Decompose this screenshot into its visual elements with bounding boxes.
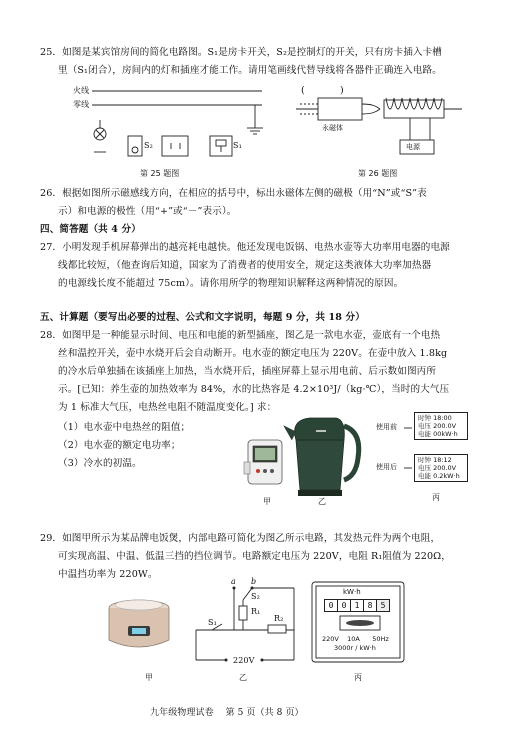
meter-digit: 1 [351,599,364,612]
q29-cap-yi: 乙 [239,673,247,682]
q28-sub3: （3）冷水的初温。 [58,458,142,469]
zero-line-label: 零线 [73,100,90,109]
q29-cap-bing: 丙 [354,673,362,682]
before-voltage: 电压 200.0V [418,422,457,430]
label-r1: R₁ [251,607,261,616]
meter-digit: 0 [324,599,338,612]
q28-line5: 为 1 标准大气压，电热丝电阻不随温度变化。] 求： [58,402,277,413]
q29-line1: 29．如图甲所示为某品牌电饭煲，内部电路可简化为图乙所示电路，其发热元件为两个电阻， [40,533,441,544]
power-label: 电源 [406,143,420,151]
fig26-caption: 第 26 题图 [358,169,398,178]
q27-line1: 27．小明发现手机屏幕弹出的越亮耗电越快。他还发现电饭锅、电热水壶等大功率用电器的电源 [40,242,450,253]
q28-line1: 28．如图甲是一种能显示时间、电压和电能的新型插座，图乙是一款电水壶，壶底有一个电热 [40,330,441,341]
q28-cap-bing: 丙 [432,493,440,502]
after-label: 使用后 [376,463,397,471]
q27-line2: 线都比较短，（他查询后知道，国家为了消费者的使用安全，规定这类液体大功率加热器 [58,260,432,271]
meter-rating-line: 220V 10A 50Hz [322,635,389,643]
q28-line3: 的冷水后单独插在该插座上加热，当水烧开后，插座屏幕上显示用电前、后示数如图丙所 [58,366,437,377]
meter-digit: 0 [338,599,351,612]
q27-line3: 的电源线长度不能超过 75cm）。请你用所学的物理知识解释这两种情况的原因。 [58,278,404,289]
q25-line2: 里（S₁闭合），房间内的灯和插座才能工作。请用笔画线代替导线将各器件正确连入电路。 [58,65,442,76]
q28-line2: 丝和温控开关，壶中水烧开后会自动断开。电水壶的额定电压为 220V。在壶中放入 1.8kg [58,348,448,359]
meter-constant-line: 3000r / kW·h [334,644,376,652]
section4-heading: 四、简答题（共 4 分） [40,224,141,235]
meter-digits [324,599,390,612]
bracket-left: ( [301,85,305,96]
s2-label: S₂ [144,141,153,150]
label-r2: R₂ [274,614,284,623]
q28-cap-jia: 甲 [263,497,271,506]
q29-line2: 可实现高温、中温、低温三挡的挡位调节。电路额定电压为 220V，电阻 R₁阻值为 220Ω， [58,551,451,562]
q25-line1: 25．如图是某宾馆房间的简化电路图。S₁是房卡开关，S₂是控制灯的开关，只有房卡插入卡槽 [40,47,443,58]
fig25-caption: 第 25 题图 [140,169,180,178]
before-energy: 电能 00kW·h [418,430,458,438]
section5-heading: 五、计算题（要写出必要的过程、公式和文字说明，每题 9 分，共 18 分） [40,312,365,323]
magnet-label: 永磁体 [322,124,343,132]
q29-line3: 中温挡功率为 220W。 [58,569,158,580]
s1-label: S₁ [233,141,242,150]
q26-line1: 26．根据如图所示磁感线方向，在相应的括号中，标出永磁体左侧的磁极（用“N”或“S”表 [40,188,427,199]
label-s2: S₂ [251,592,260,601]
page-footer: 九年级物理试卷 第 5 页（共 8 页） [150,708,304,718]
meter-digit: 5 [377,599,390,612]
q28-sub2: （2）电水壶的额定电功率； [58,440,181,451]
q29-cap-jia: 甲 [145,673,153,682]
q26-line2: 示）和电源的极性（用“+”或“－”表示）。 [58,206,237,217]
label-b: b [251,577,257,586]
label-s1: S₁ [208,618,217,627]
after-voltage: 电压 200.0V [418,464,457,472]
q28-line4: 示。[已知：养生壶的加热效率为 84%，水的比热容是 4.2×10³J/（kg·℃），当时的大气压 [58,384,450,395]
meter-digit: 8 [364,599,377,612]
label-220v: 220V [233,656,255,665]
after-energy: 电能 0.2kW·h [418,472,460,480]
fire-line-label: 火线 [73,86,90,95]
before-label: 使用前 [376,423,397,431]
meter-unit: kW·h [343,588,361,596]
before-clock: 时钟 18:00 [418,414,452,422]
bracket-right: ) [340,85,344,96]
q28-sub1: （1）电水壶中电热丝的阻值； [58,422,191,433]
q28-cap-yi: 乙 [318,497,326,506]
after-clock: 时钟 18:12 [418,456,452,464]
label-a: a [231,577,236,586]
